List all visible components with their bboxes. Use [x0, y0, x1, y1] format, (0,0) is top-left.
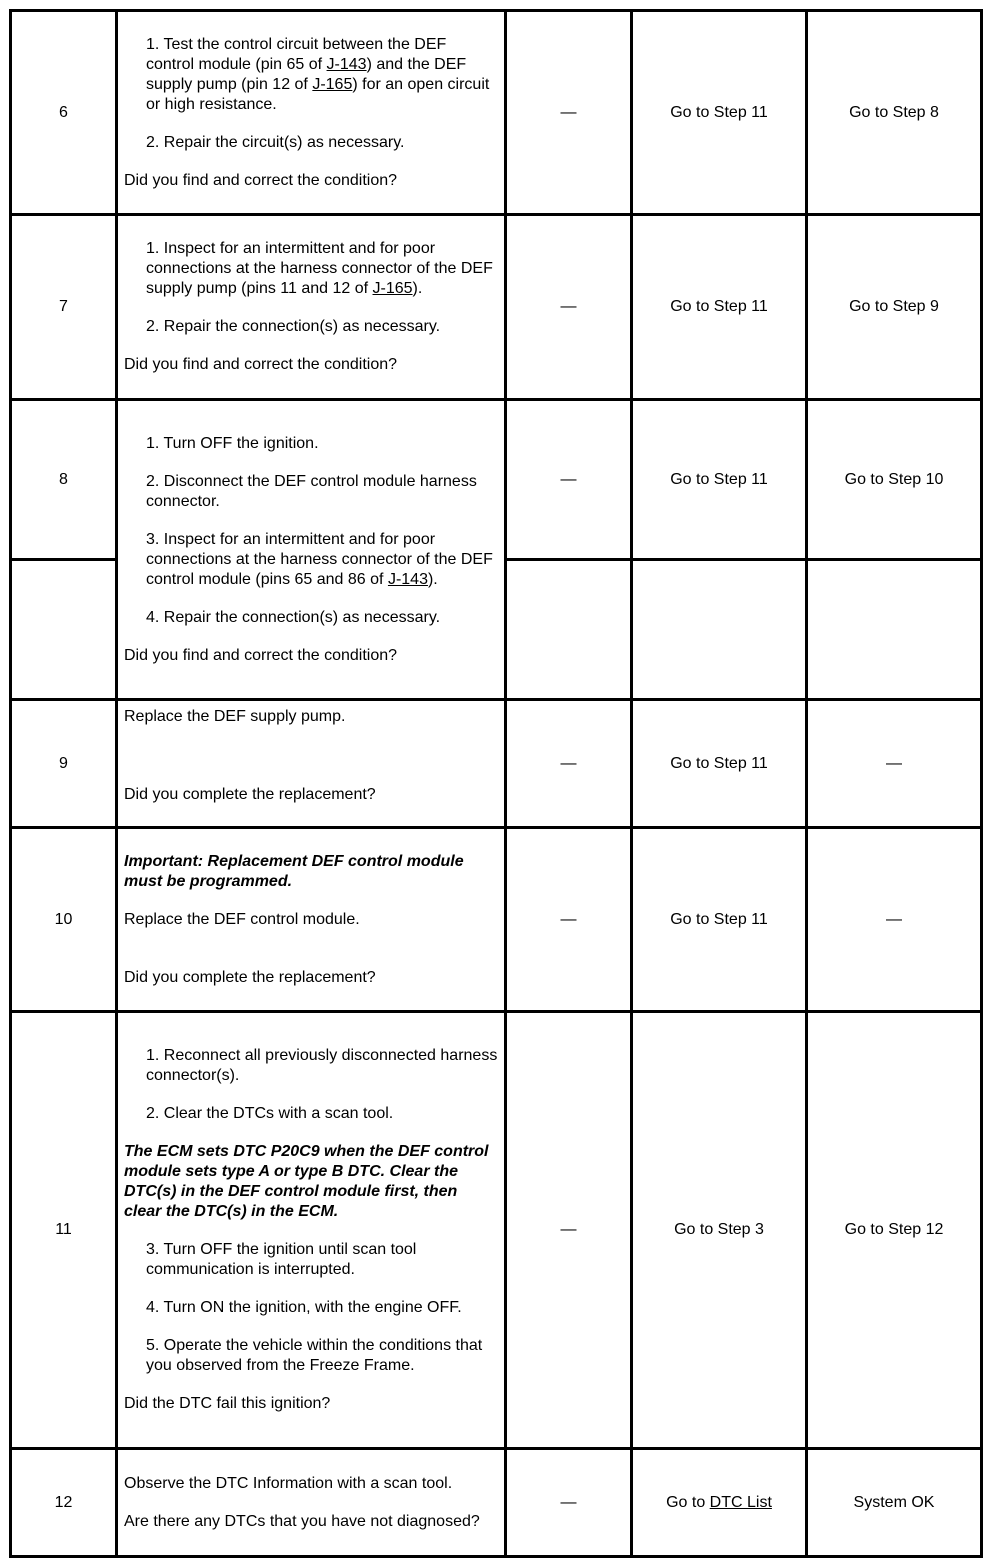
instruction: 2. Disconnect the DEF control module harness connector.	[146, 472, 477, 510]
no-action: System OK	[807, 1449, 982, 1557]
instruction: Replace the DEF control module.	[124, 910, 360, 928]
step-action	[117, 828, 506, 1012]
no-action: Go to Step 9	[807, 215, 982, 400]
empty-cell	[632, 560, 807, 700]
instruction: 1. Turn OFF the ignition.	[146, 434, 319, 452]
no-action: Go to Step 8	[807, 11, 982, 215]
instruction: 2. Repair the circuit(s) as necessary.	[146, 133, 405, 151]
instruction: 5. Operate the vehicle within the conditions that you observed from the Freeze Frame.	[146, 1337, 483, 1374]
step-value: —	[506, 700, 632, 828]
instruction: 2. Repair the connection(s) as necessary.	[146, 318, 441, 335]
yes-action: Go to Step 3	[632, 1012, 807, 1449]
instruction: Replace the DEF supply pump.	[124, 708, 346, 725]
instruction: Observe the DTC Information with a scan tool.	[124, 1474, 453, 1492]
instruction	[124, 239, 498, 299]
table-row	[11, 700, 982, 828]
instruction-text: 1. Test the control circuit between the DEF control module (pin 65 of	[146, 35, 447, 73]
instruction: 4. Turn ON the ignition, with the engine OFF.	[146, 1299, 462, 1316]
step-value: —	[506, 11, 632, 215]
connector-link[interactable]: J-165	[372, 280, 413, 297]
table-row	[11, 828, 982, 1012]
instruction: 4. Repair the connection(s) as necessary.	[146, 608, 441, 626]
yes-action: Go to Step 11	[632, 11, 807, 215]
step-action	[117, 11, 506, 215]
table-row	[11, 11, 982, 215]
instruction: 2. Clear the DTCs with a scan tool.	[146, 1105, 394, 1122]
step-number: 11	[11, 1012, 117, 1449]
question: Did the DTC fail this ignition?	[124, 1395, 331, 1412]
step-number: 6	[11, 11, 117, 215]
empty-cell	[506, 560, 632, 700]
step-action	[117, 215, 506, 400]
no-action: —	[807, 828, 982, 1012]
step-action	[117, 700, 506, 828]
connector-link[interactable]: J-165	[312, 75, 353, 93]
question: Did you complete the replacement?	[124, 786, 376, 803]
instruction-text: 3. Inspect for an intermittent and for poor connections at the harness connector of the DEF control module (pins 65 and 86 of	[146, 530, 493, 588]
instruction	[124, 530, 498, 590]
yes-action: Go to Step 11	[632, 828, 807, 1012]
step-value: —	[506, 215, 632, 400]
table-row	[11, 215, 982, 400]
yes-action: Go to Step 11	[632, 700, 807, 828]
instruction: 1. Reconnect all previously disconnected harness connector(s).	[146, 1047, 498, 1084]
step-value: —	[506, 1012, 632, 1449]
step-value: —	[506, 400, 632, 560]
connector-link[interactable]: J-143	[326, 55, 367, 73]
table-row	[11, 1012, 982, 1449]
step-action	[117, 400, 506, 700]
question: Did you complete the replacement?	[124, 968, 376, 986]
step-number: 9	[11, 700, 117, 828]
question: Did you find and correct the condition?	[124, 356, 398, 373]
instruction-text: ).	[427, 570, 438, 588]
yes-action-text: Go to	[666, 1493, 710, 1511]
question: Did you find and correct the condition?	[124, 646, 398, 664]
no-action: —	[807, 700, 982, 828]
step-action	[117, 1012, 506, 1449]
instruction	[124, 35, 498, 115]
step-value: —	[506, 1449, 632, 1557]
no-action: Go to Step 10	[807, 400, 982, 560]
instruction-text: ).	[412, 280, 423, 297]
step-number: 7	[11, 215, 117, 400]
yes-action: Go to Step 11	[632, 215, 807, 400]
yes-action: Go to Step 11	[632, 400, 807, 560]
dtc-list-link[interactable]: DTC List	[709, 1493, 772, 1511]
question: Are there any DTCs that you have not diagnosed?	[124, 1512, 480, 1530]
instruction-text: ) for an open circuit or high resistance.	[146, 75, 490, 113]
diagnostic-steps-table	[9, 9, 983, 1558]
important-note: The ECM sets DTC P20C9 when the DEF control module sets type A or type B DTC. Clear the DTC(s) in the DEF control module first, then clear the DTC(s) in the ECM.	[124, 1143, 489, 1220]
question: Did you find and correct the condition?	[124, 171, 398, 189]
table-row	[11, 400, 982, 560]
instruction-text: 1. Inspect for an intermittent and for poor connections at the harness connector of the DEF supply pump (pins 11 and 12 of	[146, 240, 493, 297]
empty-cell	[807, 560, 982, 700]
step-number: 10	[11, 828, 117, 1012]
empty-cell	[11, 560, 117, 700]
step-value: —	[506, 828, 632, 1012]
step-action	[117, 1449, 506, 1557]
instruction-text: ) and the DEF supply pump (pin 12 of	[146, 55, 467, 93]
step-number: 8	[11, 400, 117, 560]
instruction: 3. Turn OFF the ignition until scan tool communication is interrupted.	[146, 1241, 417, 1278]
table-row	[11, 1449, 982, 1557]
connector-link[interactable]: J-143	[387, 570, 428, 588]
yes-action	[632, 1449, 807, 1557]
no-action: Go to Step 12	[807, 1012, 982, 1449]
step-number: 12	[11, 1449, 117, 1557]
important-note: Important: Replacement DEF control module must be programmed.	[124, 852, 464, 890]
